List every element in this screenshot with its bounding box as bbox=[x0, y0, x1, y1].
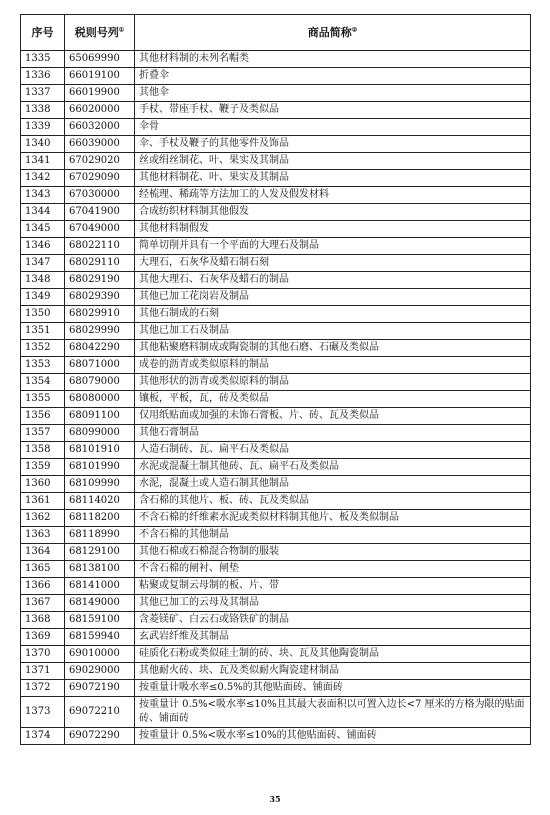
tariff-code-cell: 66032000 bbox=[65, 119, 135, 136]
table-row bbox=[21, 544, 531, 561]
tariff-code-cell: 66039000 bbox=[65, 136, 135, 153]
product-name-cell: 手杖、带座手杖、鞭子及类似品 bbox=[135, 102, 531, 119]
product-name-cell: 其他大理石、石灰华及蜡石的制品 bbox=[135, 272, 531, 289]
tariff-code-cell: 68141000 bbox=[65, 578, 135, 595]
tariff-code-cell: 68159100 bbox=[65, 612, 135, 629]
product-name-cell: 其他材料制的未列名帽类 bbox=[135, 51, 531, 68]
tariff-code-cell: 68099000 bbox=[65, 425, 135, 442]
tariff-code-cell: 68118200 bbox=[65, 510, 135, 527]
table-row bbox=[21, 697, 531, 728]
table-row bbox=[21, 102, 531, 119]
product-name-cell: 其他石棉或石棉混合物制的服装 bbox=[135, 544, 531, 561]
table-row bbox=[21, 442, 531, 459]
serial-number-cell: 1342 bbox=[21, 170, 65, 187]
serial-number-cell: 1343 bbox=[21, 187, 65, 204]
table-row bbox=[21, 374, 531, 391]
tariff-code-cell: 68029110 bbox=[65, 255, 135, 272]
product-name-cell: 其他形状的沥青或类似原料的制品 bbox=[135, 374, 531, 391]
product-name-cell: 其他材料制假发 bbox=[135, 221, 531, 238]
table-row bbox=[21, 306, 531, 323]
serial-number-cell: 1363 bbox=[21, 527, 65, 544]
serial-number-cell: 1366 bbox=[21, 578, 65, 595]
product-name-cell: 按重量计 0.5%<吸水率≤10%的其他贴面砖、铺面砖 bbox=[135, 728, 531, 745]
serial-number-cell: 1352 bbox=[21, 340, 65, 357]
table-row bbox=[21, 340, 531, 357]
footnote-marker-1: ① bbox=[118, 25, 125, 33]
table-row bbox=[21, 51, 531, 68]
tariff-code-cell: 67029020 bbox=[65, 153, 135, 170]
page-number: 35 bbox=[269, 794, 281, 804]
product-name-cell: 伞、手杖及鞭子的其他零件及饰品 bbox=[135, 136, 531, 153]
table-row bbox=[21, 425, 531, 442]
table-row bbox=[21, 323, 531, 340]
tariff-table bbox=[20, 14, 531, 745]
table-row bbox=[21, 629, 531, 646]
table-row bbox=[21, 289, 531, 306]
table-row bbox=[21, 493, 531, 510]
tariff-code-cell: 66020000 bbox=[65, 102, 135, 119]
serial-number-cell: 1361 bbox=[21, 493, 65, 510]
tariff-code-cell: 67049000 bbox=[65, 221, 135, 238]
serial-number-cell: 1354 bbox=[21, 374, 65, 391]
product-name-cell: 伞骨 bbox=[135, 119, 531, 136]
tariff-code-cell: 69072190 bbox=[65, 680, 135, 697]
tariff-code-cell: 68109990 bbox=[65, 476, 135, 493]
table-row bbox=[21, 561, 531, 578]
table-row bbox=[21, 728, 531, 745]
product-name-cell: 折叠伞 bbox=[135, 68, 531, 85]
tariff-code-cell: 66019900 bbox=[65, 85, 135, 102]
serial-number-cell: 1374 bbox=[21, 728, 65, 745]
table-row bbox=[21, 204, 531, 221]
serial-number-cell: 1372 bbox=[21, 680, 65, 697]
tariff-code-cell: 67029090 bbox=[65, 170, 135, 187]
tariff-code-cell: 68029910 bbox=[65, 306, 135, 323]
product-name-cell: 不含石棉的其他制品 bbox=[135, 527, 531, 544]
table-row bbox=[21, 238, 531, 255]
serial-number-cell: 1346 bbox=[21, 238, 65, 255]
serial-number-cell: 1348 bbox=[21, 272, 65, 289]
product-name-cell: 大理石，石灰华及蜡石制石刻 bbox=[135, 255, 531, 272]
product-name-cell: 按重量计 0.5%<吸水率≤10%且其最大表面积以可置入边长<7 厘米的方格为限的贴面砖、铺面砖 bbox=[135, 697, 531, 728]
tariff-code-cell: 68118990 bbox=[65, 527, 135, 544]
product-name-cell: 其他粘聚磨料制成或陶瓷制的其他石磨、石碾及类似品 bbox=[135, 340, 531, 357]
serial-number-cell: 1350 bbox=[21, 306, 65, 323]
tariff-code-cell: 68080000 bbox=[65, 391, 135, 408]
tariff-code-cell: 68071000 bbox=[65, 357, 135, 374]
tariff-code-cell: 68029990 bbox=[65, 323, 135, 340]
product-name-cell: 含石棉的其他片、板、砖、瓦及类似品 bbox=[135, 493, 531, 510]
table-row bbox=[21, 612, 531, 629]
table-row bbox=[21, 391, 531, 408]
table-row bbox=[21, 255, 531, 272]
product-name-cell: 仅用纸贴面或加强的未饰石膏板、片、砖、瓦及类似品 bbox=[135, 408, 531, 425]
product-name-cell: 其他已加工石及制品 bbox=[135, 323, 531, 340]
serial-number-cell: 1362 bbox=[21, 510, 65, 527]
serial-number-cell: 1340 bbox=[21, 136, 65, 153]
table-row bbox=[21, 187, 531, 204]
table-row bbox=[21, 136, 531, 153]
serial-number-cell: 1360 bbox=[21, 476, 65, 493]
table-row bbox=[21, 408, 531, 425]
serial-number-cell: 1373 bbox=[21, 697, 65, 728]
serial-number-cell: 1353 bbox=[21, 357, 65, 374]
serial-number-cell: 1367 bbox=[21, 595, 65, 612]
product-name-cell: 水泥，混凝土或人造石制其他制品 bbox=[135, 476, 531, 493]
tariff-code-cell: 69072290 bbox=[65, 728, 135, 745]
product-name-cell: 其他已加工的云母及其制品 bbox=[135, 595, 531, 612]
tariff-code-cell: 68114020 bbox=[65, 493, 135, 510]
serial-number-cell: 1364 bbox=[21, 544, 65, 561]
product-name-cell: 不含石棉的闸衬、闸垫 bbox=[135, 561, 531, 578]
serial-number-cell: 1337 bbox=[21, 85, 65, 102]
product-name-cell: 人造石制砖、瓦、扁平石及类似品 bbox=[135, 442, 531, 459]
header-row bbox=[21, 15, 531, 51]
tariff-code-cell: 68079000 bbox=[65, 374, 135, 391]
table-row bbox=[21, 646, 531, 663]
tariff-code-cell: 66019100 bbox=[65, 68, 135, 85]
table-row bbox=[21, 595, 531, 612]
table-row bbox=[21, 221, 531, 238]
product-name-cell: 水泥或混凝土制其他砖、瓦、扁平石及类似品 bbox=[135, 459, 531, 476]
serial-number-cell: 1369 bbox=[21, 629, 65, 646]
product-name-cell: 经梳理、稀疏等方法加工的人发及假发材料 bbox=[135, 187, 531, 204]
tariff-code-cell: 68129100 bbox=[65, 544, 135, 561]
serial-number-cell: 1336 bbox=[21, 68, 65, 85]
table-row bbox=[21, 357, 531, 374]
tariff-code-cell: 68101910 bbox=[65, 442, 135, 459]
table-row bbox=[21, 272, 531, 289]
table-row bbox=[21, 170, 531, 187]
serial-number-cell: 1370 bbox=[21, 646, 65, 663]
product-name-cell: 合成纺织材料制其他假发 bbox=[135, 204, 531, 221]
tariff-code-cell: 69029000 bbox=[65, 663, 135, 680]
serial-number-cell: 1358 bbox=[21, 442, 65, 459]
product-name-cell: 硅质化石粉或类似硅土制的砖、块、瓦及其他陶瓷制品 bbox=[135, 646, 531, 663]
serial-number-cell: 1339 bbox=[21, 119, 65, 136]
tariff-code-cell: 68091100 bbox=[65, 408, 135, 425]
product-name-cell: 其他材料制花、叶、果实及其制品 bbox=[135, 170, 531, 187]
tariff-code-cell: 68159940 bbox=[65, 629, 135, 646]
product-name-cell: 成卷的沥青或类似原料的制品 bbox=[135, 357, 531, 374]
tariff-code-cell: 69072210 bbox=[65, 697, 135, 728]
tariff-code-cell: 68029390 bbox=[65, 289, 135, 306]
table-row bbox=[21, 663, 531, 680]
tariff-code-cell: 69010000 bbox=[65, 646, 135, 663]
product-name-cell: 镶板，平板，瓦，砖及类似品 bbox=[135, 391, 531, 408]
table-row bbox=[21, 68, 531, 85]
product-name-cell: 其他耐火砖、块、瓦及类似耐火陶瓷建材制品 bbox=[135, 663, 531, 680]
tariff-code-cell: 68149000 bbox=[65, 595, 135, 612]
table-row bbox=[21, 527, 531, 544]
product-name-cell: 其他石制成的石刻 bbox=[135, 306, 531, 323]
product-name-cell: 玄武岩纤维及其制品 bbox=[135, 629, 531, 646]
product-name-cell: 粘聚或复制云母制的板、片、带 bbox=[135, 578, 531, 595]
table-row bbox=[21, 578, 531, 595]
product-name-cell: 简单切削并具有一个平面的大理石及制品 bbox=[135, 238, 531, 255]
product-name-cell: 其他伞 bbox=[135, 85, 531, 102]
serial-number-cell: 1368 bbox=[21, 612, 65, 629]
product-name-cell: 含菱镁矿、白云石或铬铁矿的制品 bbox=[135, 612, 531, 629]
serial-number-cell: 1335 bbox=[21, 51, 65, 68]
serial-number-cell: 1338 bbox=[21, 102, 65, 119]
serial-number-cell: 1341 bbox=[21, 153, 65, 170]
product-name-cell: 按重量计吸水率≤0.5%的其他贴面砖、铺面砖 bbox=[135, 680, 531, 697]
tariff-code-cell: 68029190 bbox=[65, 272, 135, 289]
table-row bbox=[21, 680, 531, 697]
serial-number-cell: 1351 bbox=[21, 323, 65, 340]
tariff-code-cell: 68042290 bbox=[65, 340, 135, 357]
serial-number-cell: 1349 bbox=[21, 289, 65, 306]
serial-number-cell: 1357 bbox=[21, 425, 65, 442]
serial-number-cell: 1365 bbox=[21, 561, 65, 578]
table-row bbox=[21, 459, 531, 476]
tariff-code-cell: 67041900 bbox=[65, 204, 135, 221]
serial-number-cell: 1345 bbox=[21, 221, 65, 238]
tariff-code-cell: 68138100 bbox=[65, 561, 135, 578]
serial-number-cell: 1344 bbox=[21, 204, 65, 221]
tariff-code-cell: 68022110 bbox=[65, 238, 135, 255]
table-row bbox=[21, 153, 531, 170]
table-row bbox=[21, 510, 531, 527]
tariff-code-cell: 65069990 bbox=[65, 51, 135, 68]
header-product-name: 商品简称② bbox=[135, 15, 531, 51]
header-tariff-code: 税则号列① bbox=[65, 15, 135, 51]
serial-number-cell: 1347 bbox=[21, 255, 65, 272]
serial-number-cell: 1371 bbox=[21, 663, 65, 680]
product-name-cell: 丝或绢丝制花、叶、果实及其制品 bbox=[135, 153, 531, 170]
table-row bbox=[21, 119, 531, 136]
table-row bbox=[21, 476, 531, 493]
tariff-code-cell: 68101990 bbox=[65, 459, 135, 476]
product-name-cell: 不含石棉的纤维素水泥或类似材料制其他片、板及类似制品 bbox=[135, 510, 531, 527]
tariff-code-cell: 67030000 bbox=[65, 187, 135, 204]
serial-number-cell: 1356 bbox=[21, 408, 65, 425]
footnote-marker-2: ② bbox=[351, 25, 358, 33]
serial-number-cell: 1359 bbox=[21, 459, 65, 476]
product-name-cell: 其他石膏制品 bbox=[135, 425, 531, 442]
header-serial-number: 序号 bbox=[21, 15, 65, 51]
product-name-cell: 其他已加工花岗岩及制品 bbox=[135, 289, 531, 306]
table-row bbox=[21, 85, 531, 102]
serial-number-cell: 1355 bbox=[21, 391, 65, 408]
